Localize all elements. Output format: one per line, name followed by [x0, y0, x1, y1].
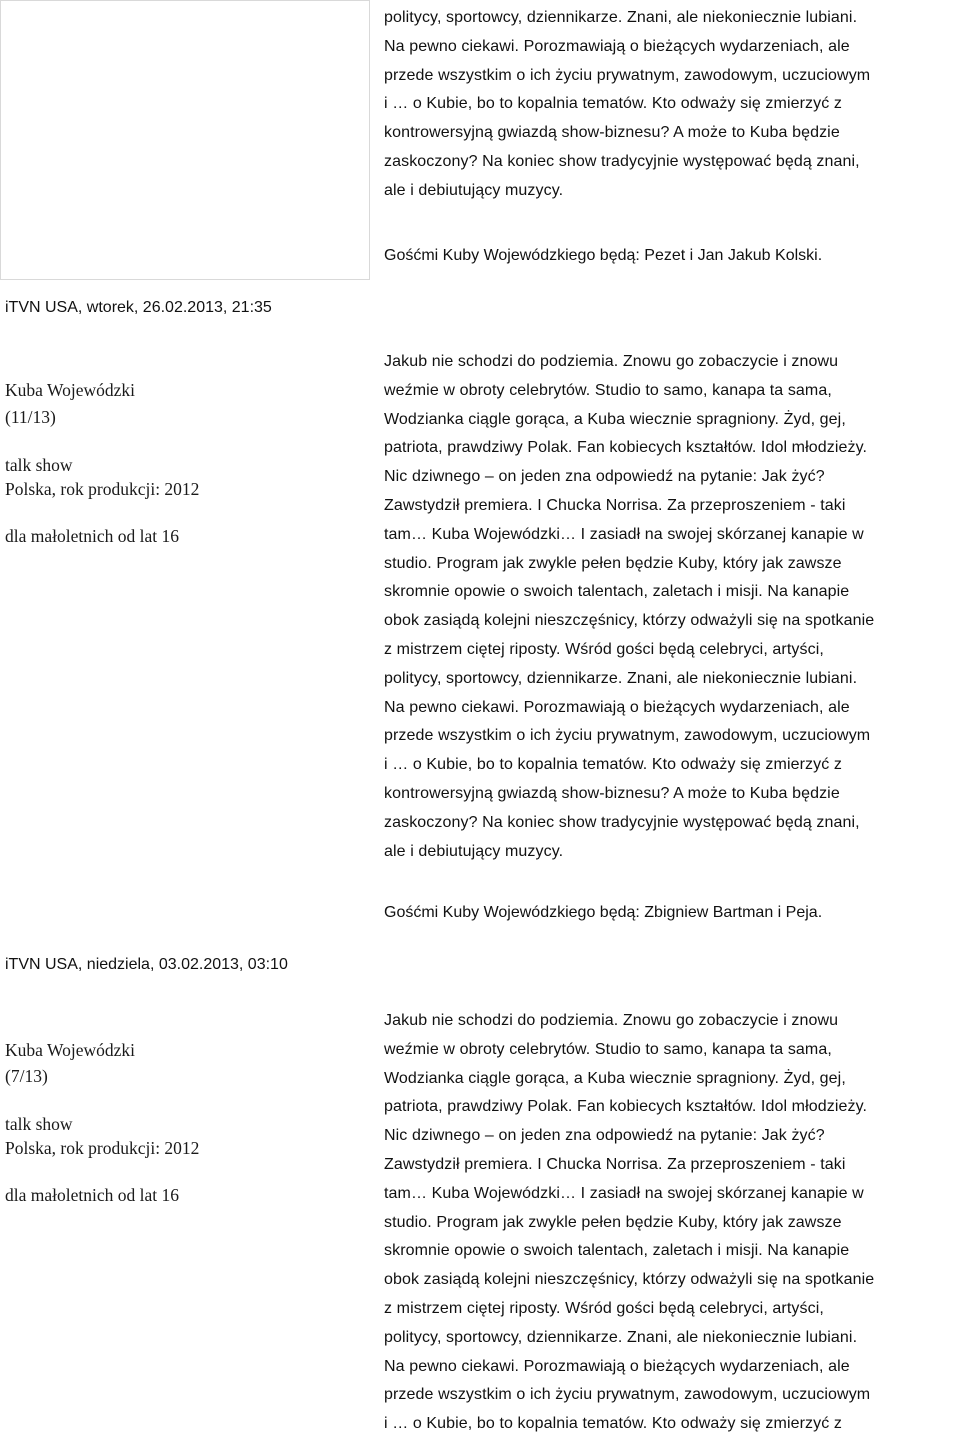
age-rating: dla małoletnich od lat 16 [5, 526, 179, 546]
episode-number: (7/13) [5, 1066, 48, 1086]
program-description: Jakub nie schodzi do podziemia. Znowu go zobaczycie i znowu weźmie w obroty celebrytów. Studio to samo, kanapa ta sama, Wodzianka ciągle gorąca, a Kuba wiecznie spragniony. Żyd, gej, patriota, prawdziwy Polak. Fan kobiecych kształtów. Idol młodzieży. Nic dziwnego – on jeden zna odpowiedź na pytanie: Jak żyć? Zawstydził premiera. I Chucka Norrisa. Za przeproszeniem - taki tam… Kuba Wojewódzki… I zasiadł na swojej skórzanej kanapie w studio. Program jak zwykle pełen będzie Kuby, który jak zawsze skromnie opowie o swoich talentach, zaletach i misji. Na kanapie obok zasiądą kolejni nieszczęśnicy, którzy odważyli się na spotkanie z mistrzem ciętej riposty. Wśród gości będą celebryci, artyści, politycy, sportowcy, dziennikarze. Znani, ale niekoniecznie lubiani. Na pewno ciekawi. Porozmawiają o bieżących wydarzeniach, ale przede wszystkim o ich życiu prywatnym, zawodowym, uczuciowym i … o Kubie, bo to kopalnia tematów. Kto odważy się zmierzyć z [384, 1012, 875, 1433]
airing-info: iTVN USA, wtorek, 26.02.2013, 21:35 [5, 299, 272, 316]
airing-info: iTVN USA, niedziela, 03.02.2013, 03:10 [5, 956, 288, 973]
guests-line: Gośćmi Kuby Wojewódzkiego będą: Zbigniew Bartman i Peja. [384, 904, 823, 921]
program-title: Kuba Wojewódzki [5, 1040, 135, 1060]
description-text-continued: politycy, sportowcy, dziennikarze. Znani, ale niekoniecznie lubiani. Na pewno ciekawi. Porozmawiają o bieżących wydarzeniach, ale przede wszystkim o ich życiu prywatnym, zawodowym, uczuciowym i … o Kubie, bo to kopalnia tematów. Kto odważy się zmierzyć z kontrowersyjną gwiazdą show-biznesu? A może to Kuba będzie zaskoczony? Na koniec show tradycyjnie występować będą znani, ale i debiutujący muzycy. [384, 9, 871, 199]
age-rating: dla małoletnich od lat 16 [5, 1185, 179, 1205]
poster-image-frame [0, 0, 370, 280]
production-info: Polska, rok produkcji: 2012 [5, 479, 200, 499]
program-genre: talk show [5, 1114, 73, 1134]
program-title: Kuba Wojewódzki [5, 380, 135, 400]
program-genre: talk show [5, 455, 73, 475]
guests-line: Gośćmi Kuby Wojewódzkiego będą: Pezet i Jan Jakub Kolski. [384, 247, 823, 264]
program-description: Jakub nie schodzi do podziemia. Znowu go zobaczycie i znowu weźmie w obroty celebrytów. Studio to samo, kanapa ta sama, Wodzianka ciągle gorąca, a Kuba wiecznie spragniony. Żyd, gej, patriota, prawdziwy Polak. Fan kobiecych kształtów. Idol młodzieży. Nic dziwnego – on jeden zna odpowiedź na pytanie: Jak żyć? Zawstydził premiera. I Chucka Norrisa. Za przeproszeniem - taki tam… Kuba Wojewódzki… I zasiadł na swojej skórzanej kanapie w studio. Program jak zwykle pełen będzie Kuby, który jak zawsze skromnie opowie o swoich talentach, zaletach i misji. Na kanapie obok zasiądą kolejni nieszczęśnicy, którzy odważyli się na spotkanie z mistrzem ciętej riposty. Wśród gości będą celebryci, artyści, politycy, sportowcy, dziennikarze. Znani, ale niekoniecznie lubiani. Na pewno ciekawi. Porozmawiają o bieżących wydarzeniach, ale przede wszystkim o ich życiu prywatnym, zawodowym, uczuciowym i … o Kubie, bo to kopalnia tematów. Kto odważy się zmierzyć z kontrowersyjną gwiazdą show-biznesu? A może to Kuba będzie zaskoczony? Na koniec show tradycyjnie występować będą znani, ale i debiutujący muzycy. [384, 353, 875, 860]
production-info: Polska, rok produkcji: 2012 [5, 1138, 200, 1158]
episode-number: (11/13) [5, 407, 56, 427]
